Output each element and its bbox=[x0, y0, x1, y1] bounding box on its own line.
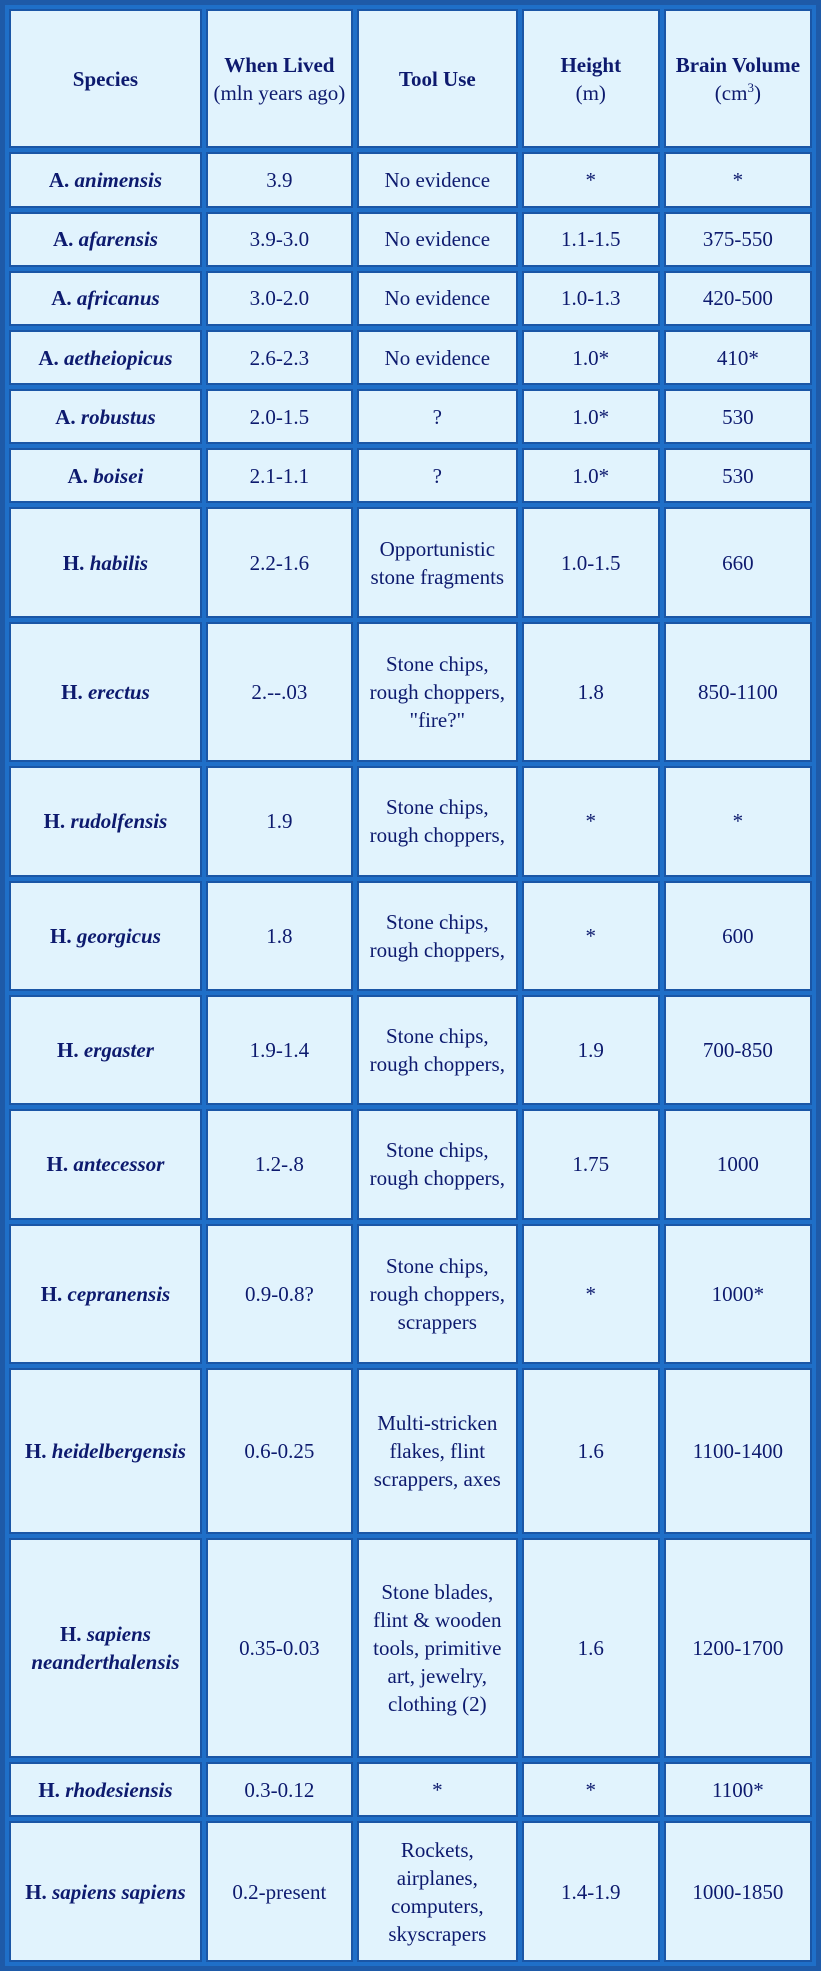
species-genus: H. bbox=[57, 1038, 79, 1063]
species-epithet: habilis bbox=[89, 550, 149, 575]
brain-volume-cell: 375-550 bbox=[664, 212, 812, 267]
table-row bbox=[9, 622, 812, 762]
table-row bbox=[9, 389, 812, 444]
when-lived-cell: 0.9-0.8? bbox=[206, 1224, 353, 1364]
species-epithet: aetheiopicus bbox=[64, 345, 173, 370]
height-cell: * bbox=[522, 1762, 660, 1817]
height-cell: 1.9 bbox=[522, 995, 660, 1105]
tool-use-cell: Multi-stricken flakes, flint scrappers, axes bbox=[357, 1368, 518, 1534]
species-genus: H. bbox=[61, 680, 83, 705]
species-epithet: rhodesiensis bbox=[65, 1777, 173, 1802]
species-genus: A. bbox=[52, 227, 74, 252]
species-epithet: sapiens neanderthalensis bbox=[31, 1621, 180, 1674]
brain-volume-cell: 600 bbox=[664, 881, 812, 991]
brain-volume-cell: 1000-1850 bbox=[664, 1821, 812, 1962]
species-cell bbox=[9, 881, 202, 991]
species-genus: H. bbox=[40, 1281, 63, 1306]
species-cell bbox=[9, 766, 202, 876]
when-lived-cell: 2.1-1.1 bbox=[206, 448, 353, 503]
header-brain-unit: $(cm^3)$ bbox=[714, 79, 761, 105]
table-row bbox=[9, 1538, 812, 1759]
when-lived-cell: 3.9 bbox=[206, 152, 353, 207]
height-cell: 1.6 bbox=[522, 1538, 660, 1759]
tool-use-cell: Rockets, airplanes, computers, skyscrapers bbox=[357, 1821, 518, 1962]
height-cell: 1.1-1.5 bbox=[522, 212, 660, 267]
brain-volume-cell: 530 bbox=[664, 389, 812, 444]
table-row bbox=[9, 212, 812, 267]
height-cell: 1.8 bbox=[522, 622, 660, 762]
species-cell bbox=[9, 622, 202, 762]
tool-use-cell: No evidence bbox=[357, 152, 518, 207]
species-genus: H. bbox=[43, 809, 66, 834]
species-cell bbox=[9, 1821, 202, 1962]
table-row bbox=[9, 271, 812, 326]
table-row bbox=[9, 995, 812, 1105]
species-epithet: antecessor bbox=[73, 1152, 165, 1177]
table-row bbox=[9, 1368, 812, 1534]
brain-volume-cell: 700-850 bbox=[664, 995, 812, 1105]
species-cell bbox=[9, 1109, 202, 1219]
brain-volume-cell: 850-1100 bbox=[664, 622, 812, 762]
brain-volume-cell: 420-500 bbox=[664, 271, 812, 326]
table-row bbox=[9, 507, 812, 617]
brain-volume-cell: 410* bbox=[664, 330, 812, 385]
table-row bbox=[9, 448, 812, 503]
height-cell: 1.6 bbox=[522, 1368, 660, 1534]
when-lived-cell: 2.2-1.6 bbox=[206, 507, 353, 617]
header-species: Species bbox=[9, 9, 202, 148]
brain-volume-cell: * bbox=[664, 766, 812, 876]
brain-volume-cell: 530 bbox=[664, 448, 812, 503]
species-genus: H. bbox=[25, 1879, 47, 1904]
tool-use-cell: No evidence bbox=[357, 212, 518, 267]
species-cell bbox=[9, 448, 202, 503]
tool-use-cell: Stone chips, rough choppers, bbox=[357, 1109, 518, 1219]
species-epithet: sapiens sapiens bbox=[52, 1879, 186, 1904]
header-brain-volume: Brain Volume $(cm^3)$ bbox=[664, 9, 812, 148]
species-cell bbox=[9, 389, 202, 444]
species-genus: H. bbox=[62, 550, 85, 575]
species-epithet: georgicus bbox=[76, 923, 161, 948]
when-lived-cell: 0.3-0.12 bbox=[206, 1762, 353, 1817]
brain-volume-cell: * bbox=[664, 152, 812, 207]
species-epithet: erectus bbox=[87, 680, 150, 705]
when-lived-cell: 3.9-3.0 bbox=[206, 212, 353, 267]
species-epithet: cepranensis bbox=[67, 1281, 171, 1306]
header-height-unit: (m) bbox=[575, 80, 606, 105]
table-row bbox=[9, 330, 812, 385]
species-epithet: africanus bbox=[76, 286, 160, 311]
species-cell bbox=[9, 271, 202, 326]
tool-use-cell: No evidence bbox=[357, 271, 518, 326]
when-lived-cell: 3.0-2.0 bbox=[206, 271, 353, 326]
table-row bbox=[9, 152, 812, 207]
species-genus: A. bbox=[51, 286, 72, 311]
species-epithet: robustus bbox=[80, 404, 156, 429]
table-row bbox=[9, 766, 812, 876]
species-genus: A. bbox=[55, 404, 76, 429]
when-lived-cell: 2.--.03 bbox=[206, 622, 353, 762]
tool-use-cell: Stone chips, rough choppers, bbox=[357, 995, 518, 1105]
height-cell: 1.0* bbox=[522, 330, 660, 385]
species-genus: H. bbox=[46, 1152, 69, 1177]
height-cell: 1.4-1.9 bbox=[522, 1821, 660, 1962]
brain-volume-cell: 1100-1400 bbox=[664, 1368, 812, 1534]
tool-use-cell: Stone chips, rough choppers, scrappers bbox=[357, 1224, 518, 1364]
species-cell bbox=[9, 507, 202, 617]
when-lived-cell: 0.35-0.03 bbox=[206, 1538, 353, 1759]
tool-use-cell: ? bbox=[357, 448, 518, 503]
species-cell bbox=[9, 1368, 202, 1534]
tool-use-cell: Stone chips, rough choppers, bbox=[357, 766, 518, 876]
tool-use-cell: Stone blades, flint & wooden tools, primitive art, jewelry, clothing (2) bbox=[357, 1538, 518, 1759]
table-row bbox=[9, 1762, 812, 1817]
species-cell bbox=[9, 212, 202, 267]
species-cell bbox=[9, 1224, 202, 1364]
height-cell: * bbox=[522, 766, 660, 876]
hominid-species-table bbox=[5, 5, 816, 1966]
table-row bbox=[9, 1224, 812, 1364]
height-cell: * bbox=[522, 881, 660, 991]
height-cell: 1.0* bbox=[522, 448, 660, 503]
species-epithet: heidelbergensis bbox=[51, 1438, 186, 1463]
brain-volume-cell: 660 bbox=[664, 507, 812, 617]
species-genus: H. bbox=[59, 1621, 82, 1646]
species-cell bbox=[9, 1762, 202, 1817]
tool-use-cell: Opportunistic stone fragments bbox=[357, 507, 518, 617]
species-cell bbox=[9, 152, 202, 207]
species-genus: H. bbox=[50, 923, 72, 948]
tool-use-cell: * bbox=[357, 1762, 518, 1817]
height-cell: 1.75 bbox=[522, 1109, 660, 1219]
species-genus: H. bbox=[24, 1438, 47, 1463]
species-epithet: boisei bbox=[93, 463, 144, 488]
when-lived-cell: 2.6-2.3 bbox=[206, 330, 353, 385]
when-lived-cell: 0.2-present bbox=[206, 1821, 353, 1962]
when-lived-cell: 2.0-1.5 bbox=[206, 389, 353, 444]
species-genus: A. bbox=[38, 345, 59, 370]
table-row bbox=[9, 1821, 812, 1962]
species-genus: A. bbox=[67, 463, 88, 488]
species-cell bbox=[9, 1538, 202, 1759]
when-lived-cell: 1.2-.8 bbox=[206, 1109, 353, 1219]
header-tool-use: Tool Use bbox=[357, 9, 518, 148]
brain-volume-cell: 1000* bbox=[664, 1224, 812, 1364]
height-cell: 1.0* bbox=[522, 389, 660, 444]
tool-use-cell: ? bbox=[357, 389, 518, 444]
when-lived-cell: 1.8 bbox=[206, 881, 353, 991]
header-height: Height (m) bbox=[522, 9, 660, 148]
header-when-lived: When Lived (mln years ago) bbox=[206, 9, 353, 148]
table-row bbox=[9, 1109, 812, 1219]
species-epithet: rudolfensis bbox=[70, 809, 168, 834]
height-cell: 1.0-1.5 bbox=[522, 507, 660, 617]
species-genus: H. bbox=[38, 1777, 60, 1802]
height-cell: * bbox=[522, 1224, 660, 1364]
tool-use-cell: Stone chips, rough choppers, "fire?" bbox=[357, 622, 518, 762]
brain-volume-cell: 1000 bbox=[664, 1109, 812, 1219]
brain-volume-cell: 1200-1700 bbox=[664, 1538, 812, 1759]
when-lived-cell: 1.9 bbox=[206, 766, 353, 876]
species-epithet: animensis bbox=[74, 168, 163, 193]
table-row bbox=[9, 881, 812, 991]
when-lived-cell: 1.9-1.4 bbox=[206, 995, 353, 1105]
species-genus: A. bbox=[48, 168, 70, 193]
species-epithet: afarensis bbox=[78, 227, 158, 252]
header-when-unit: (mln years ago) bbox=[213, 80, 346, 105]
tool-use-cell: No evidence bbox=[357, 330, 518, 385]
species-cell bbox=[9, 995, 202, 1105]
species-epithet: ergaster bbox=[83, 1038, 154, 1063]
when-lived-cell: 0.6-0.25 bbox=[206, 1368, 353, 1534]
height-cell: 1.0-1.3 bbox=[522, 271, 660, 326]
header-row bbox=[9, 9, 812, 148]
species-cell bbox=[9, 330, 202, 385]
brain-volume-cell: 1100* bbox=[664, 1762, 812, 1817]
tool-use-cell: Stone chips, rough choppers, bbox=[357, 881, 518, 991]
height-cell: * bbox=[522, 152, 660, 207]
